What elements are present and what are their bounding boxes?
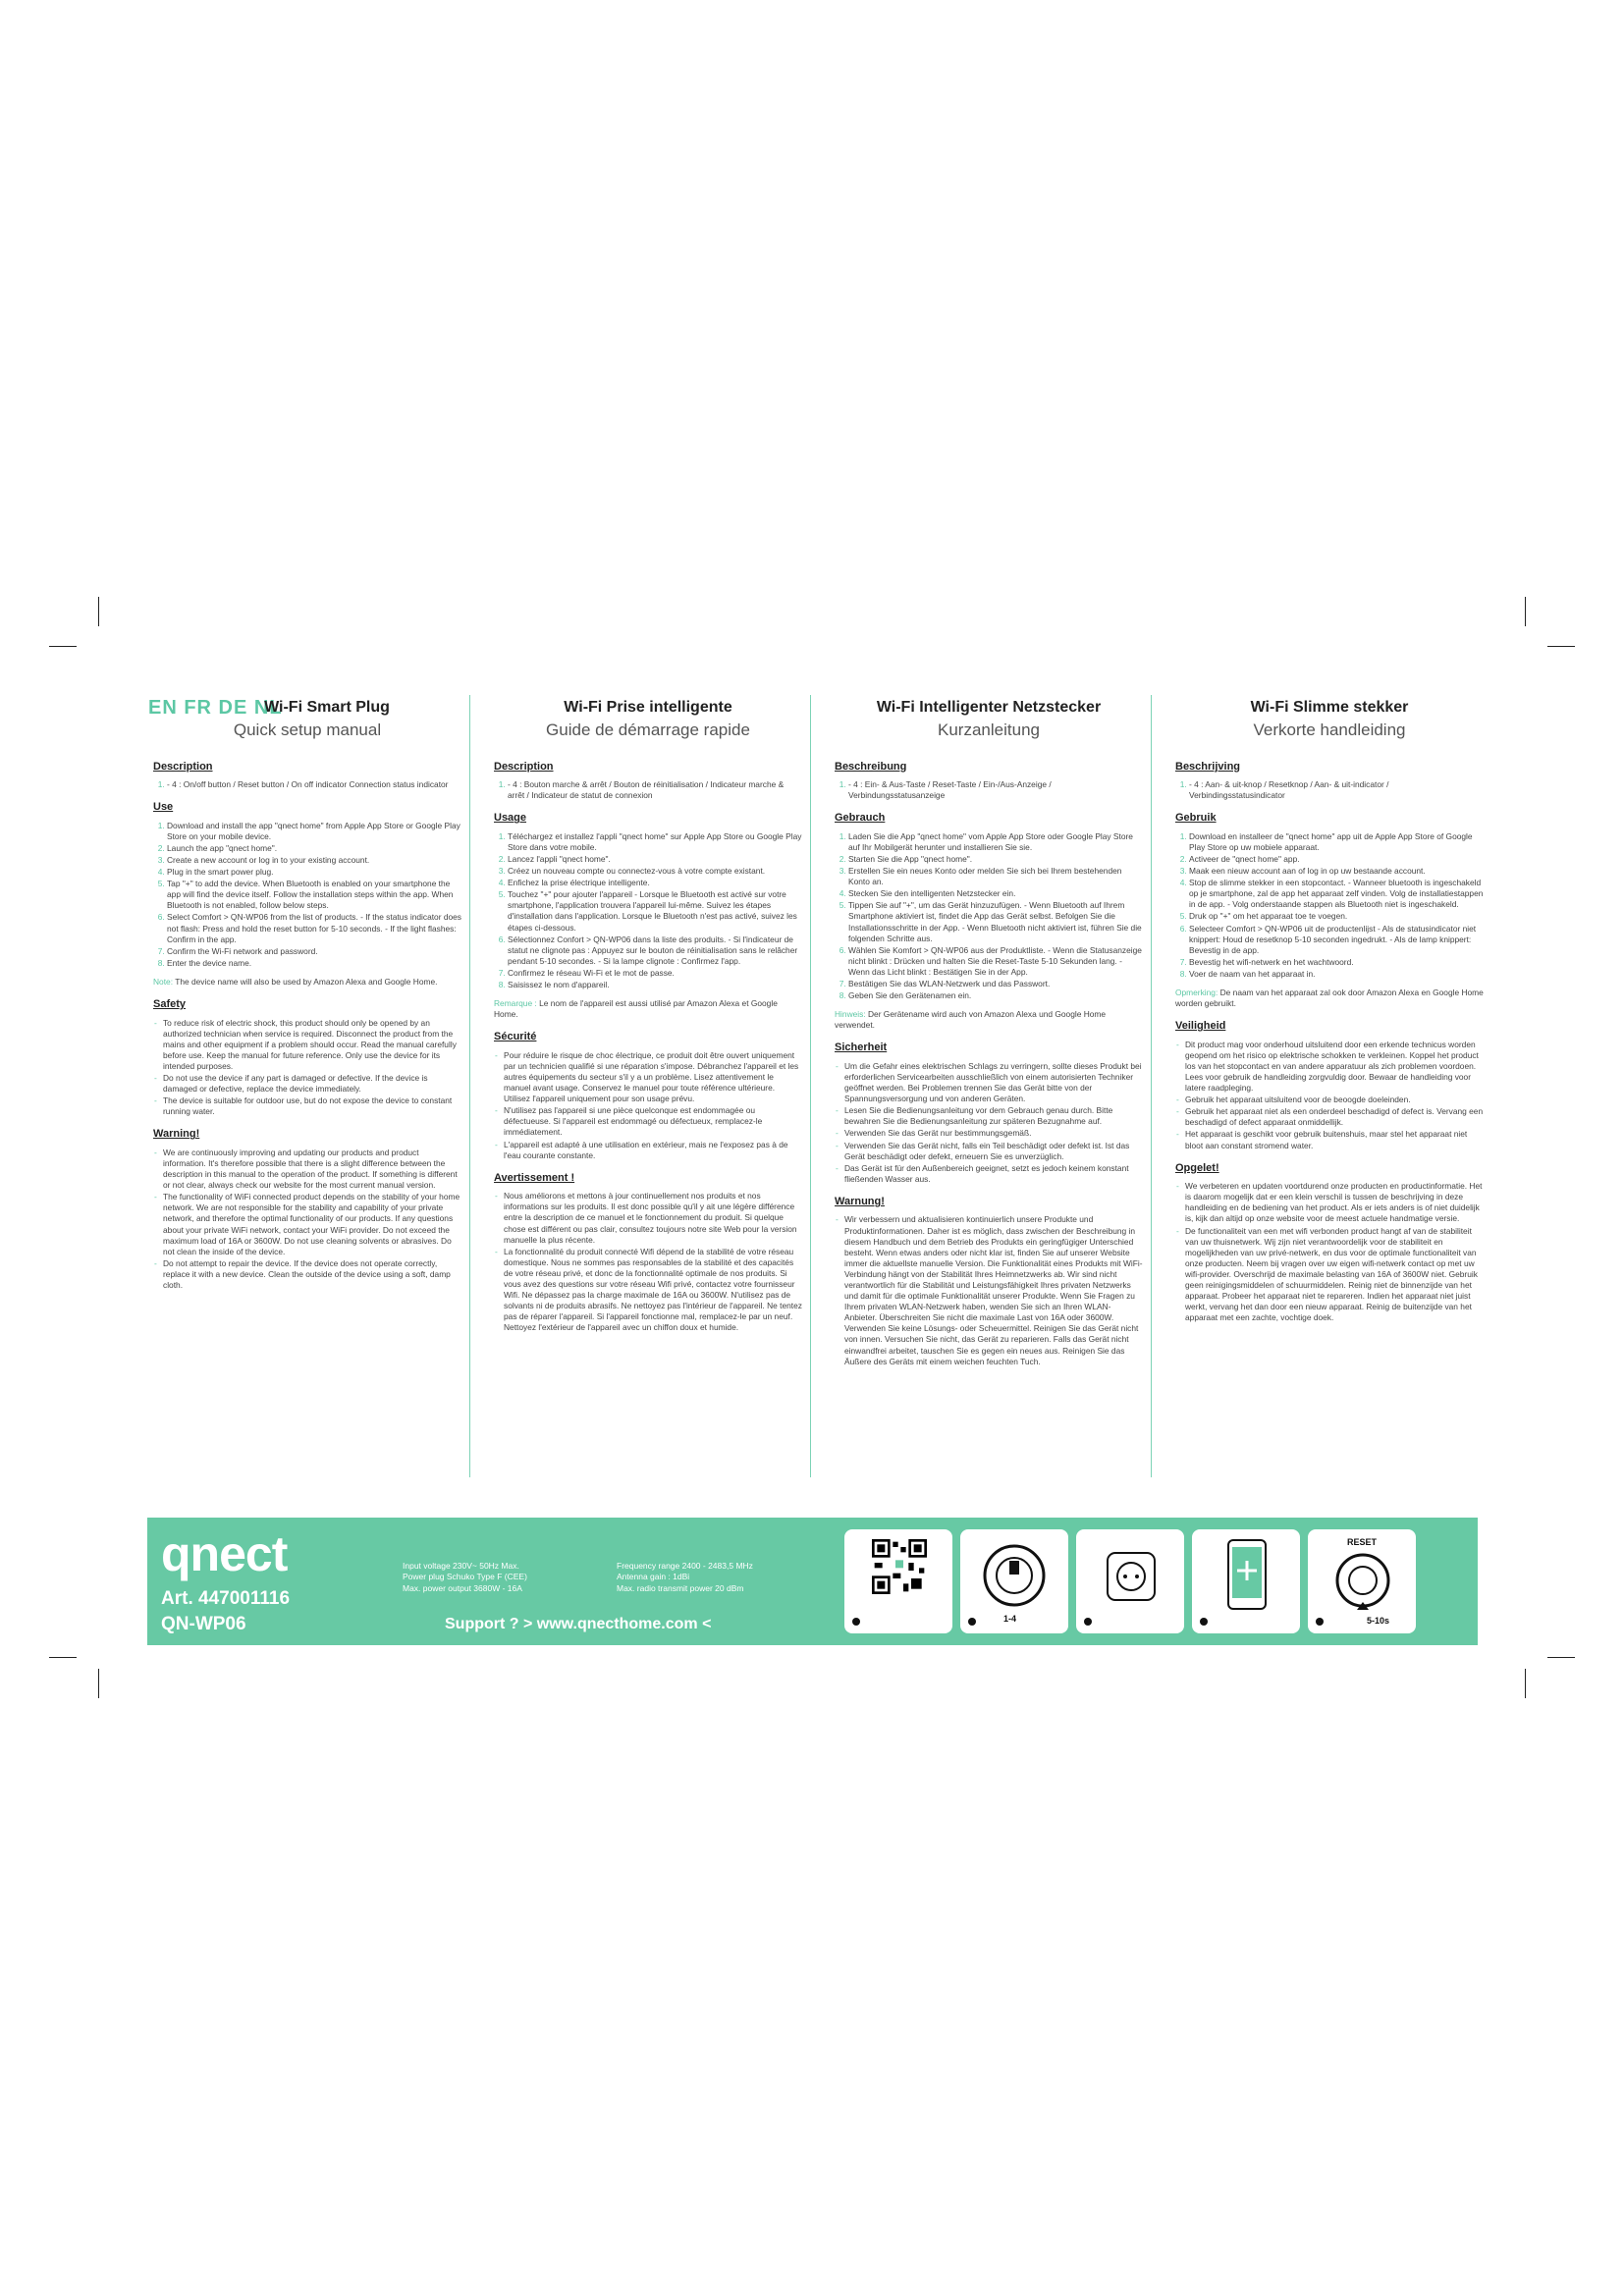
step-dot (968, 1618, 976, 1626)
note (1175, 988, 1484, 1009)
safety-item: - Pour réduire le risque de choc électrique, ce produit doit être ouvert uniquement par un technicien qualifié si une réparation s'impose. Débranchez l'appareil et les autres équipements du secteur s'il y a un problème. Lisez attentivement le manuel avant usage. Conservez le manuel pour toute référence ultérieure. Utilisez l'appareil uniquement pour son usage prévu. (504, 1050, 802, 1104)
use-list (153, 821, 461, 969)
description-item: 1. - 4 : Bouton marche & arrêt / Bouton de réinitialisation / Indicateur marche & arrêt / Indicateur de statut de connexion (508, 779, 802, 801)
footer-banner (147, 1518, 1478, 1645)
use-item: 3. Erstellen Sie ein neues Konto oder melden Sie sich bei Ihrem bestehenden Konto an. (848, 866, 1143, 887)
reset-time-label: 5-10s (1367, 1616, 1390, 1626)
note-text: De naam van het apparaat zal ook door Amazon Alexa en Google Home worden gebruikt. (1175, 987, 1484, 1009)
spec-line: Antenna gain : 1dBi (617, 1572, 690, 1582)
step-dot (1316, 1618, 1324, 1626)
use-item: 4. Enfichez la prise électrique intelligente. (508, 878, 802, 888)
language-tag: EN FR DE NL (148, 697, 283, 719)
qr-panel (844, 1529, 952, 1633)
use-item: 3. Maak een nieuw account aan of log in op uw bestaande account. (1189, 866, 1484, 877)
use-item: 5. Tippen Sie auf "+", um das Gerät hinzuzufügen. - Wenn Bluetooth auf Ihrem Smartphone aktiviert ist, findet die App das Gerät selbst. Befolgen Sie die Installationsschritte in der App. - Wenn Bluetooth nicht aktiviert ist, führen Sie die folgenden Schritte aus. (848, 900, 1143, 943)
note-text: The device name will also be used by Amazon Alexa and Google Home. (175, 976, 438, 987)
safety-heading: Sécurité (494, 1031, 537, 1043)
use-item: 8. Saisissez le nom d'appareil. (508, 980, 802, 990)
safety-item: - Het apparaat is geschikt voor gebruik buitenshuis, maar stel het apparaat niet bloot aan constant stromend water. (1185, 1129, 1484, 1150)
crop-mark (1547, 1657, 1575, 1658)
warning-item: - Do not attempt to repair the device. If the device does not operate correctly, replace it with a new device. Clean the outside of the device using a soft, damp cloth. (163, 1258, 461, 1291)
warning-item: - Wir verbessern und aktualisieren kontinuierlich unsere Produkte und Produktinformationen. Daher ist es möglich, dass zwischen der Beschreibung in diesem Handbuch und dem Betrieb des Produkts ein geringfügiger Unterschied besteht. Wenn etwas anders oder nicht klar ist, finden Sie auf unserer Website immer die aktuellste manuelle Version. Die Funktionalität eines Produkts mit WiFi-Verbindung hängt von der Stabilität Ihres Heimnetzwerks ab. Wir sind nicht verantwortlich für die Stabilität und Leistungsfähigkeit Ihres privaten Netzwerks und damit für die optimale Funktionalität unserer Produkte. Wenn Sie Fragen zu Ihrem privaten WLAN-Netzwerk haben, wenden Sie sich an Ihren WLAN-Anbieter. Überschreiten Sie nicht die maximale Last von 16A oder 3600W. Verwenden Sie keine Lösungs- oder Scheuermittel. Reinigen Sie das Gerät nicht von innen. Versuchen Sie nicht, das Gerät zu reparieren. Falls das Gerät nicht einwandfrei arbeitet, tauschen Sie es gegen ein neues aus. Reinigen Sie das Äußere des Geräts mit einem weichen feuchten Tuch. (844, 1214, 1143, 1366)
safety-item: - Um die Gefahr eines elektrischen Schlags zu verringern, sollte dieses Produkt bei erforderlichen Servicearbeiten ausschließlich von einem autorisierten Techniker geöffnet werden. Bei Problemen trennen Sie das Gerät bitte von der Spannungsversorgung und von anderen Geräten. (844, 1061, 1143, 1104)
use-item: 5. Druk op "+" om het apparaat toe te voegen. (1189, 911, 1484, 922)
use-heading: Gebrauch (835, 812, 886, 825)
use-item: 7. Confirmez le réseau Wi-Fi et le mot de passe. (508, 968, 802, 979)
manual-column (829, 695, 1152, 1477)
safety-heading: Sicherheit (835, 1041, 888, 1054)
safety-list (494, 1050, 802, 1161)
column-subtitle: Quick setup manual (233, 721, 382, 740)
description-list (494, 779, 802, 801)
column-title: Wi-Fi Intelligenter Netzstecker (876, 699, 1102, 716)
use-item: 1. Laden Sie die App "qnect home" vom Apple App Store oder Google Play Store auf Ihr Mobilgerät herunter und installieren Sie sie. (848, 831, 1143, 853)
use-item: 4. Stop de slimme stekker in een stopcontact. - Wanneer bluetooth is ingeschakeld op je smartphone, zal de app het apparaat zelf vinden. Volg de installatiestappen in de app. - Volg onderstaande stappen als Bluetooth niet is ingeschakeld. (1189, 878, 1484, 910)
specs-left (403, 1561, 527, 1594)
description-item: 1. - 4 : Ein- & Aus-Taste / Reset-Taste / Ein-/Aus-Anzeige / Verbindungsstatusanzeige (848, 779, 1143, 801)
use-item: 6. Selecteer Comfort > QN-WP06 uit de productenlijst - Als de statusindicator niet knippert: Houd de resetknop 5-10 seconden ingedrukt. - Als de lamp knippert: Bevestig in de app. (1189, 924, 1484, 956)
crop-mark (49, 1657, 77, 1658)
safety-item: - To reduce risk of electric shock, this product should only be opened by an authorized technician when service is required. Disconnect the product from the mains and other equipment if a problem should occur. Read the manual carefully before use. Keep the manual for future reference. Only use the device for its intended purposes. (163, 1018, 461, 1072)
column-title: Wi-Fi Slimme stekker (1250, 699, 1409, 716)
use-heading: Gebruik (1175, 812, 1217, 825)
safety-item: - Gebruik het apparaat niet als een onderdeel beschadigd of defect is. Vervang een beschadigd of defect apparaat onmiddellijk. (1185, 1106, 1484, 1128)
description-item: 1. - 4 : Aan- & uit-knop / Resetknop / Aan- & uit-indicator / Verbindingsstatusindicator (1189, 779, 1484, 801)
column-subtitle: Kurzanleitung (938, 721, 1040, 740)
crop-mark (98, 597, 99, 626)
warning-list (1175, 1181, 1484, 1323)
warning-heading: Avertissement ! (494, 1171, 575, 1184)
description-heading: Description (494, 760, 554, 773)
warning-item: - We verbeteren en updaten voortdurend onze producten en productinformatie. Het is daarom mogelijk dat er een klein verschil is tussen de beschrijving in deze handleiding en de bediening van het product. Als er iets anders is of niet duidelijk is, kijk dan altijd op onze website voor de meest actuele handmatige versie. (1185, 1181, 1484, 1224)
description-list (153, 779, 461, 790)
use-item: 8. Enter the device name. (167, 958, 461, 969)
crop-mark (1547, 646, 1575, 647)
use-item: 3. Create a new account or log in to your existing account. (167, 855, 461, 866)
safety-item: - Verwenden Sie das Gerät nicht, falls ein Teil beschädigt oder defekt ist. Ist das Gerät beschädigt oder defekt, erneuern Sie es unverzüglich. (844, 1141, 1143, 1162)
use-item: 5. Touchez "+" pour ajouter l'appareil - Lorsque le Bluetooth est activé sur votre smartphone, l'application trouvera l'appareil lui-même. Suivez les étapes d'installation dans l'application. Lorsque le Bluetooth n'est pas activé, suivez les étapes ci-dessous. (508, 889, 802, 933)
step-label: 1-4 (1003, 1614, 1017, 1624)
spec-line: Max. radio transmit power 20 dBm (617, 1582, 744, 1593)
use-item: 7. Bevestig het wifi-netwerk en het wachtwoord. (1189, 957, 1484, 968)
crop-mark (49, 646, 77, 647)
safety-item: - Lesen Sie die Bedienungsanleitung vor dem Gebrauch genau durch. Bitte bewahren Sie die Bedienungsanleitung zur späteren Bezugnahme auf. (844, 1105, 1143, 1127)
socket-icon (1100, 1545, 1163, 1608)
use-heading: Usage (494, 812, 527, 825)
safety-item: - Gebruik het apparaat uitsluitend voor de beoogde doeleinden. (1185, 1095, 1484, 1105)
reset-button-icon (1331, 1551, 1394, 1610)
manual-column (1169, 695, 1491, 1477)
note-label: Remarque : (494, 998, 537, 1009)
support-link[interactable]: Support ? > www.qnecthome.com < (445, 1616, 712, 1632)
warning-heading: Opgelet! (1175, 1161, 1219, 1174)
safety-item: - Do not use the device if any part is damaged or defective. If the device is damaged or defective, replace the device immediately. (163, 1073, 461, 1095)
warning-item: - De functionaliteit van een met wifi verbonden product hangt af van de stabiliteit van uw thuisnetwerk. Wij zijn niet verantwoordelijk voor de stabiliteit en mogelijkheden van uw privé-netwerk, en dus voor de optimale functionaliteit van onze producten. Neem bij vragen over uw eigen wifi-netwerk contact op met uw wifi-provider. Overschrijd de maximale belasting van 16A of 3600W niet. Gebruik geen reinigingsmiddelen of schuurmiddelen. Reinig niet de binnenzijde van het apparaat. Probeer het apparaat niet te repareren. Indien het apparaat niet juist werkt, vervang het dan door een nieuw apparaat. Reinig de buitenzijde van het apparaat met een zachte, vochtige doek. (1185, 1226, 1484, 1324)
description-item: 1. - 4 : On/off button / Reset button / On off indicator Connection status indicator (167, 779, 461, 790)
note (835, 1009, 1143, 1031)
spec-line: Input voltage 230V~ 50Hz Max. (403, 1561, 519, 1571)
step-dot (852, 1618, 860, 1626)
reset-panel (1308, 1529, 1416, 1633)
use-item: 2. Lancez l'appli "qnect home". (508, 854, 802, 865)
specs-right (617, 1561, 753, 1594)
column-content (147, 697, 469, 1291)
crop-mark (98, 1669, 99, 1698)
note-text: Der Gerätename wird auch von Amazon Alexa und Google Home verwendet. (835, 1009, 1107, 1031)
socket-panel (1076, 1529, 1184, 1633)
use-item: 2. Starten Sie die App "qnect home". (848, 854, 1143, 865)
safety-item: - Verwenden Sie das Gerät nur bestimmungsgemäß. (844, 1128, 1143, 1139)
crop-mark (1525, 597, 1526, 626)
phone-panel (1192, 1529, 1300, 1633)
model-number: QN-WP06 (161, 1614, 246, 1634)
warning-item: - Nous améliorons et mettons à jour continuellement nos produits et nos informations sur les produits. Il est donc possible qu'il y ait une légère différence entre la description de ce manuel et le fonctionnement du produit. Si quelque chose est différent ou pas clair, consultez toujours notre site Web pour la version manuelle la plus récente. (504, 1191, 802, 1245)
manual-column (488, 695, 811, 1477)
warning-list (494, 1191, 802, 1333)
safety-list (835, 1061, 1143, 1185)
safety-heading: Veiligheid (1175, 1020, 1226, 1033)
description-heading: Beschreibung (835, 760, 907, 773)
warning-heading: Warning! (153, 1128, 200, 1141)
use-item: 1. Téléchargez et installez l'appli "qnect home" sur Apple App Store ou Google Play Store dans votre mobile. (508, 831, 802, 853)
note (494, 998, 802, 1020)
warning-item: - The functionality of WiFi connected product depends on the stability of your home network. We are not responsible for the stability and capability of your private network, and therefore the optimal functionality of our products. If any questions about your private WiFi network, contact your WiFi provider. Do not exceed the maximum load of 16A or 3600W. Do not use cleaning solvents or abrasives. Do not clean the inside of the device. (163, 1192, 461, 1257)
column-title: Wi-Fi Prise intelligente (564, 699, 732, 716)
column-content (488, 697, 810, 1333)
use-item: 7. Bestätigen Sie das WLAN-Netzwerk und das Passwort. (848, 979, 1143, 989)
plug-icon (980, 1541, 1049, 1610)
use-heading: Use (153, 801, 174, 814)
step-dot (1084, 1618, 1092, 1626)
warning-list (153, 1148, 461, 1291)
warning-list (835, 1214, 1143, 1366)
article-number: Art. 447001116 (161, 1588, 291, 1609)
note-label: Opmerking: (1175, 987, 1218, 997)
column-content (829, 697, 1151, 1367)
use-list (835, 831, 1143, 1001)
step-dot (1200, 1618, 1208, 1626)
use-item: 2. Launch the app "qnect home". (167, 843, 461, 854)
use-item: 4. Stecken Sie den intelligenten Netzstecker ein. (848, 888, 1143, 899)
description-heading: Beschrijving (1175, 760, 1241, 773)
qr-code-icon (872, 1539, 927, 1594)
safety-item: - L'appareil est adapté à une utilisation en extérieur, mais ne l'exposez pas à de l'eau courante constante. (504, 1140, 802, 1161)
note-label: Note: (153, 976, 174, 987)
use-item: 2. Activeer de "qnect home" app. (1189, 854, 1484, 865)
note-text: Le nom de l'appareil est aussi utilisé par Amazon Alexa et Google Home. (494, 998, 778, 1020)
warning-heading: Warnung! (835, 1195, 885, 1207)
description-list (835, 779, 1143, 801)
manual-column (147, 695, 470, 1477)
use-list (494, 831, 802, 990)
safety-heading: Safety (153, 997, 187, 1010)
safety-item: - Das Gerät ist für den Außenbereich geeignet, setzt es jedoch keinem konstant fließenden Wasser aus. (844, 1163, 1143, 1185)
column-subtitle: Guide de démarrage rapide (546, 721, 750, 740)
description-heading: Description (153, 760, 213, 773)
note-label: Hinweis: (835, 1009, 866, 1020)
use-item: 1. Download and install the app "qnect home" from Apple App Store or Google Play Store on your mobile device. (167, 821, 461, 842)
use-item: 6. Select Comfort > QN-WP06 from the list of products. - If the status indicator does not flash: Press and hold the reset button for 5-10 seconds. - If the light flashes: Confirm in the app. (167, 912, 461, 944)
spec-line: Frequency range 2400 - 2483,5 MHz (617, 1561, 753, 1571)
warning-item: - La fonctionnalité du produit connecté Wifi dépend de la stabilité de votre réseau domestique. Nous ne sommes pas responsables de la stabilité et des capacités de votre réseau privé, et donc de la fonctionnalité optimale de nos produits. Si vous avez des questions sur votre réseau Wifi privé, contactez votre fournisseur Wifi. Ne dépassez pas la charge maximale de 16A ou 3600W. N'utilisez pas de solvants ni de produits abrasifs. Ne nettoyez pas l'intérieur de l'appareil. Ne tentez pas de réparer l'appareil. Si l'appareil fonctionne mal, remplacez-le par un neuf. Nettoyez l'extérieur de l'appareil avec un chiffon doux et humide. (504, 1247, 802, 1334)
warning-item: - We are continuously improving and updating our products and product information. It's therefore possible that there is a slight difference between the description in this manual to the operation of the product. If something is different or not clear, always check our website for the most current manual version. (163, 1148, 461, 1191)
use-item: 8. Geben Sie den Gerätenamen ein. (848, 990, 1143, 1001)
use-item: 6. Sélectionnez Confort > QN-WP06 dans la liste des produits. - Si l'indicateur de statut ne clignote pas : Appuyez sur le bouton de réinitialisation sans le relâcher pendant 5-10 secondes. - Si la lampe clignote : Confirmez l'app. (508, 934, 802, 967)
smartphone-icon (1227, 1539, 1267, 1610)
use-item: 1. Download en installeer de "qnect home" app uit de Apple App Store of Google Play Store op uw mobiele apparaat. (1189, 831, 1484, 853)
safety-list (153, 1018, 461, 1118)
safety-item: - The device is suitable for outdoor use, but do not expose the device to constant running water. (163, 1095, 461, 1117)
use-item: 5. Tap "+" to add the device. When Bluetooth is enabled on your smartphone the app will find the device itself. Follow the installation steps within the app. When Bluetooth is not enabled, follow below steps. (167, 879, 461, 911)
description-list (1175, 779, 1484, 801)
spec-line: Max. power output 3680W - 16A (403, 1582, 522, 1593)
safety-item: - N'utilisez pas l'appareil si une pièce quelconque est endommagée ou défectueuse. Si l'appareil est endommagé ou défectueux, remplacez-le immédiatement. (504, 1105, 802, 1138)
spec-line: Power plug Schuko Type F (CEE) (403, 1572, 527, 1582)
plug-panel (960, 1529, 1068, 1633)
use-item: 3. Créez un nouveau compte ou connectez-vous à votre compte existant. (508, 866, 802, 877)
qnect-logo: qnect (161, 1526, 288, 1581)
use-item: 8. Voer de naam van het apparaat in. (1189, 969, 1484, 980)
safety-list (1175, 1040, 1484, 1151)
reset-label: RESET (1347, 1537, 1378, 1547)
column-subtitle: Verkorte handleiding (1253, 721, 1406, 740)
use-item: 4. Plug in the smart power plug. (167, 867, 461, 878)
use-list (1175, 831, 1484, 980)
column-content (1169, 697, 1491, 1323)
column-title: Wi-Fi Smart Plug (264, 699, 390, 716)
note (153, 977, 461, 988)
crop-mark (1525, 1669, 1526, 1698)
safety-item: - Dit product mag voor onderhoud uitsluitend door een erkende technicus worden geopend om het risico op elektrische schokken te verkleinen. Koppel het product los van het stopcontact en van andere apparatuur als zich problemen voordoen. Lees voor gebruik de handleiding zorgvuldig door. Bewaar de handleiding voor latere raadpleging. (1185, 1040, 1484, 1094)
use-item: 6. Wählen Sie Komfort > QN-WP06 aus der Produktliste. - Wenn die Statusanzeige nicht blinkt : Drücken und halten Sie die Reset-Taste 5-10 Sekunden lang. - Wenn das Licht blinkt : Bestätigen Sie in der App. (848, 945, 1143, 978)
use-item: 7. Confirm the Wi-Fi network and password. (167, 946, 461, 957)
